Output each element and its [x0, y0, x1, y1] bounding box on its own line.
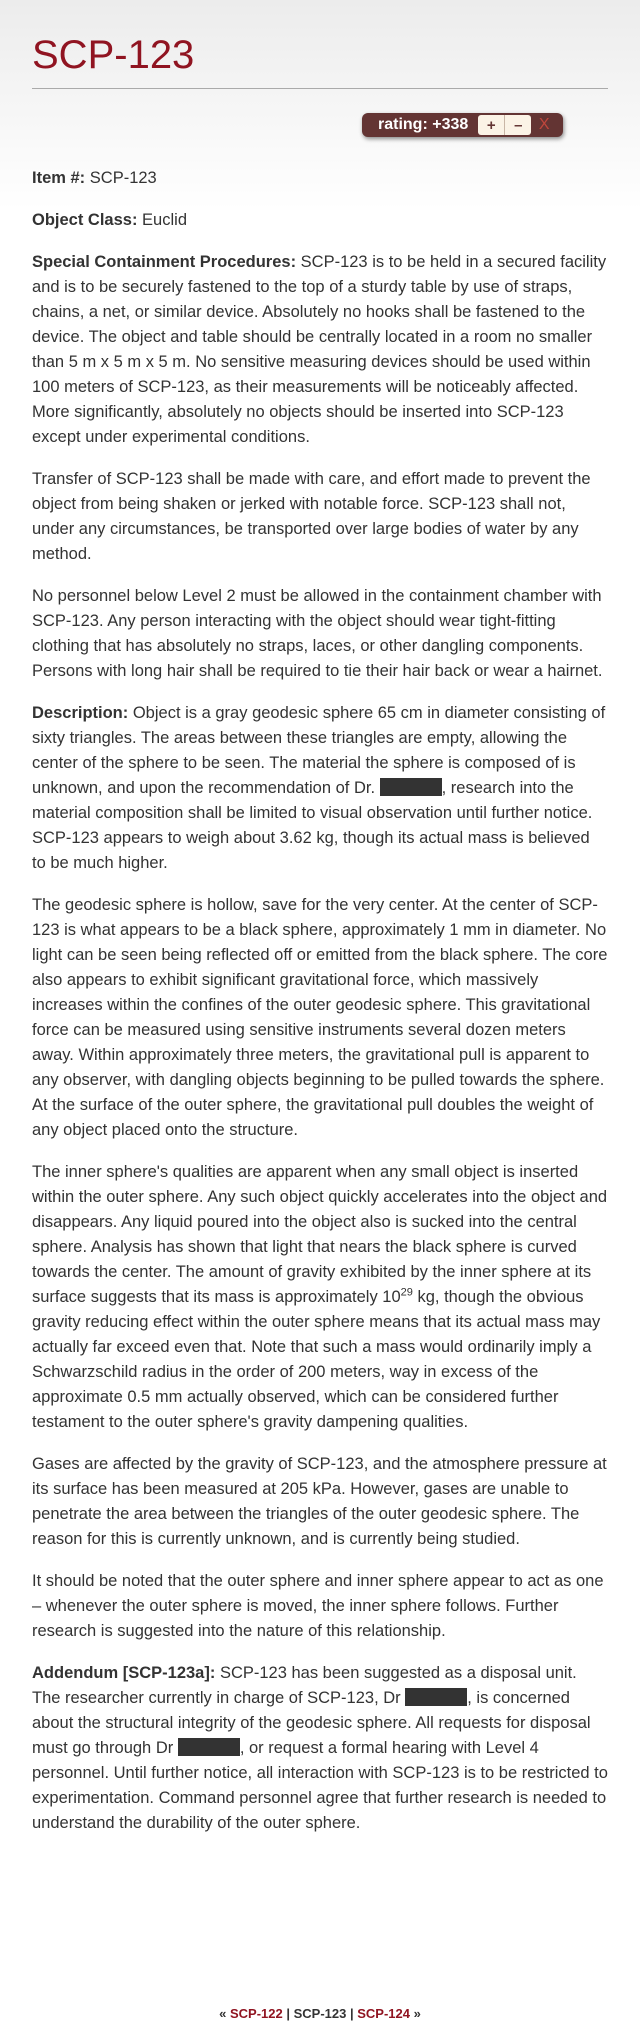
nav-separator: |	[282, 2006, 294, 2021]
item-number-value: SCP-123	[85, 169, 157, 187]
article-body	[32, 166, 608, 1853]
description-text-3b: kg, though the obvious gravity reducing effect within the outer sphere means that its actual mass may actually far exceed even that. Note that such a mass would ordinarily imply a Schwarzschild radius in the order of 200 meters, way in excess of the approximate 0.5 mm actually observed, which can be considered further testament to the outer sphere's gravity dampening qualities.	[32, 1288, 601, 1431]
containment-label: Special Containment Procedures:	[32, 253, 297, 271]
description-text-1b: , research into the material composition shall be limited to visual observation until further notice. SCP-123 appears to weigh about 3.62 kg, though its actual mass is believed to be much higher.	[32, 779, 593, 872]
cancel-vote-button[interactable]: X	[538, 116, 550, 133]
addendum-text-b: , is concerned about the structural integrity of the geodesic sphere. All requests for disposal must go through Dr	[32, 1689, 591, 1757]
rating-module	[362, 113, 563, 137]
nav-separator: |	[346, 2006, 358, 2021]
nav-open: «	[219, 2006, 230, 2021]
series-navigation	[0, 2006, 640, 2021]
object-class-value: Euclid	[137, 211, 187, 229]
containment-paragraph-2: Transfer of SCP-123 shall be made with care, and effort made to prevent the object from being shaken or jerked with notable force. SCP-123 shall not, under any circumstances, be transported over large bodies of water by any method.	[32, 470, 591, 563]
addendum-text-a: SCP-123 has been suggested as a disposal unit. The researcher currently in charge of SCP-123, Dr	[32, 1664, 577, 1707]
addendum-paragraph	[32, 1661, 608, 1836]
addendum-label: Addendum [SCP-123a]:	[32, 1664, 216, 1682]
description-paragraph-1	[32, 701, 608, 876]
description-label: Description:	[32, 704, 129, 722]
nav-close: »	[410, 2006, 421, 2021]
redacted-name	[405, 1688, 467, 1706]
prev-scp-link[interactable]: SCP-122	[230, 2006, 283, 2021]
addendum-text-c: , or request a formal hearing with Level 4 personnel. Until further notice, all interaction with SCP-123 is to be restricted to experimentation. Command personnel agree that further research is needed to understand the durability of the outer sphere.	[32, 1739, 608, 1832]
current-scp-label: SCP-123	[293, 2006, 347, 2021]
upvote-button[interactable]: +	[478, 115, 504, 135]
redacted-name	[178, 1738, 240, 1756]
title-divider	[32, 88, 608, 89]
description-text-3a: The inner sphere's qualities are apparent when any small object is inserted within the outer sphere. Any such object quickly accelerates into the object and disappears. Any liquid poured into the object also is sucked into the central sphere. Analysis has shown that light that nears the black sphere is curved towards the center. The amount of gravity exhibited by the inner sphere at its surface suggests that its mass is approximately 10	[32, 1163, 608, 1306]
description-paragraph-4: Gases are affected by the gravity of SCP-123, and the atmosphere pressure at its surface has been measured at 205 kPa. However, gases are unable to penetrate the area between the triangles of the outer geodesic sphere. The reason for this is currently unknown, and is currently being studied.	[32, 1455, 607, 1548]
description-paragraph-2: The geodesic sphere is hollow, save for the very center. At the center of SCP-123 is what appears to be a black sphere, approximately 1 mm in diameter. No light can be seen being reflected off or emitted from the black sphere. The core also appears to exhibit significant gravitational force, which massively increases within the confines of the outer geodesic sphere. This gravitational force can be measured using sensitive instruments several dozen meters away. Within approximately three meters, the gravitational pull is apparent to any observer, with dangling objects beginning to be pulled towards the sphere. At the surface of the outer sphere, the gravitational pull doubles the weight of any object placed onto the structure.	[32, 896, 608, 1139]
item-number	[32, 166, 608, 191]
rating-label: rating: +338	[378, 116, 469, 133]
mass-exponent: 29	[400, 1286, 413, 1299]
description-paragraph-5: It should be noted that the outer sphere and inner sphere appear to act as one – whenever the outer sphere is moved, the inner sphere follows. Further research is suggested into the nature of this relationship.	[32, 1572, 604, 1640]
description-text-1a: Object is a gray geodesic sphere 65 cm in diameter consisting of sixty triangles. The areas between these triangles are empty, allowing the center of the sphere to be seen. The material the sphere is composed of is unknown, and upon the recommendation of Dr.	[32, 704, 606, 797]
downvote-button[interactable]: –	[504, 115, 531, 135]
description-paragraph-3	[32, 1160, 608, 1435]
page-title: SCP-123	[32, 33, 195, 77]
next-scp-link[interactable]: SCP-124	[357, 2006, 410, 2021]
containment-paragraph-3: No personnel below Level 2 must be allowed in the containment chamber with SCP-123. Any person interacting with the object should wear tight-fitting clothing that has absolutely no straps, laces, or other dangling components. Persons with long hair shall be required to tie their hair back or wear a hairnet.	[32, 587, 603, 680]
object-class	[32, 208, 608, 233]
object-class-label: Object Class:	[32, 211, 138, 229]
redacted-name	[380, 778, 442, 796]
containment-text-1: SCP-123 is to be held in a secured facility and is to be securely fastened to the top of a sturdy table by use of straps, chains, a net, or similar device. Absolutely no hooks shall be fastened to the device. The object and table should be centrally located in a room no smaller than 5 m x 5 m x 5 m. No sensitive measuring devices should be used within 100 meters of SCP-123, as their measurements will be noticeably affected. More significantly, absolutely no objects should be inserted into SCP-123 except under experimental conditions.	[32, 253, 607, 446]
item-number-label: Item #:	[32, 169, 86, 187]
containment-paragraph-1	[32, 250, 608, 450]
